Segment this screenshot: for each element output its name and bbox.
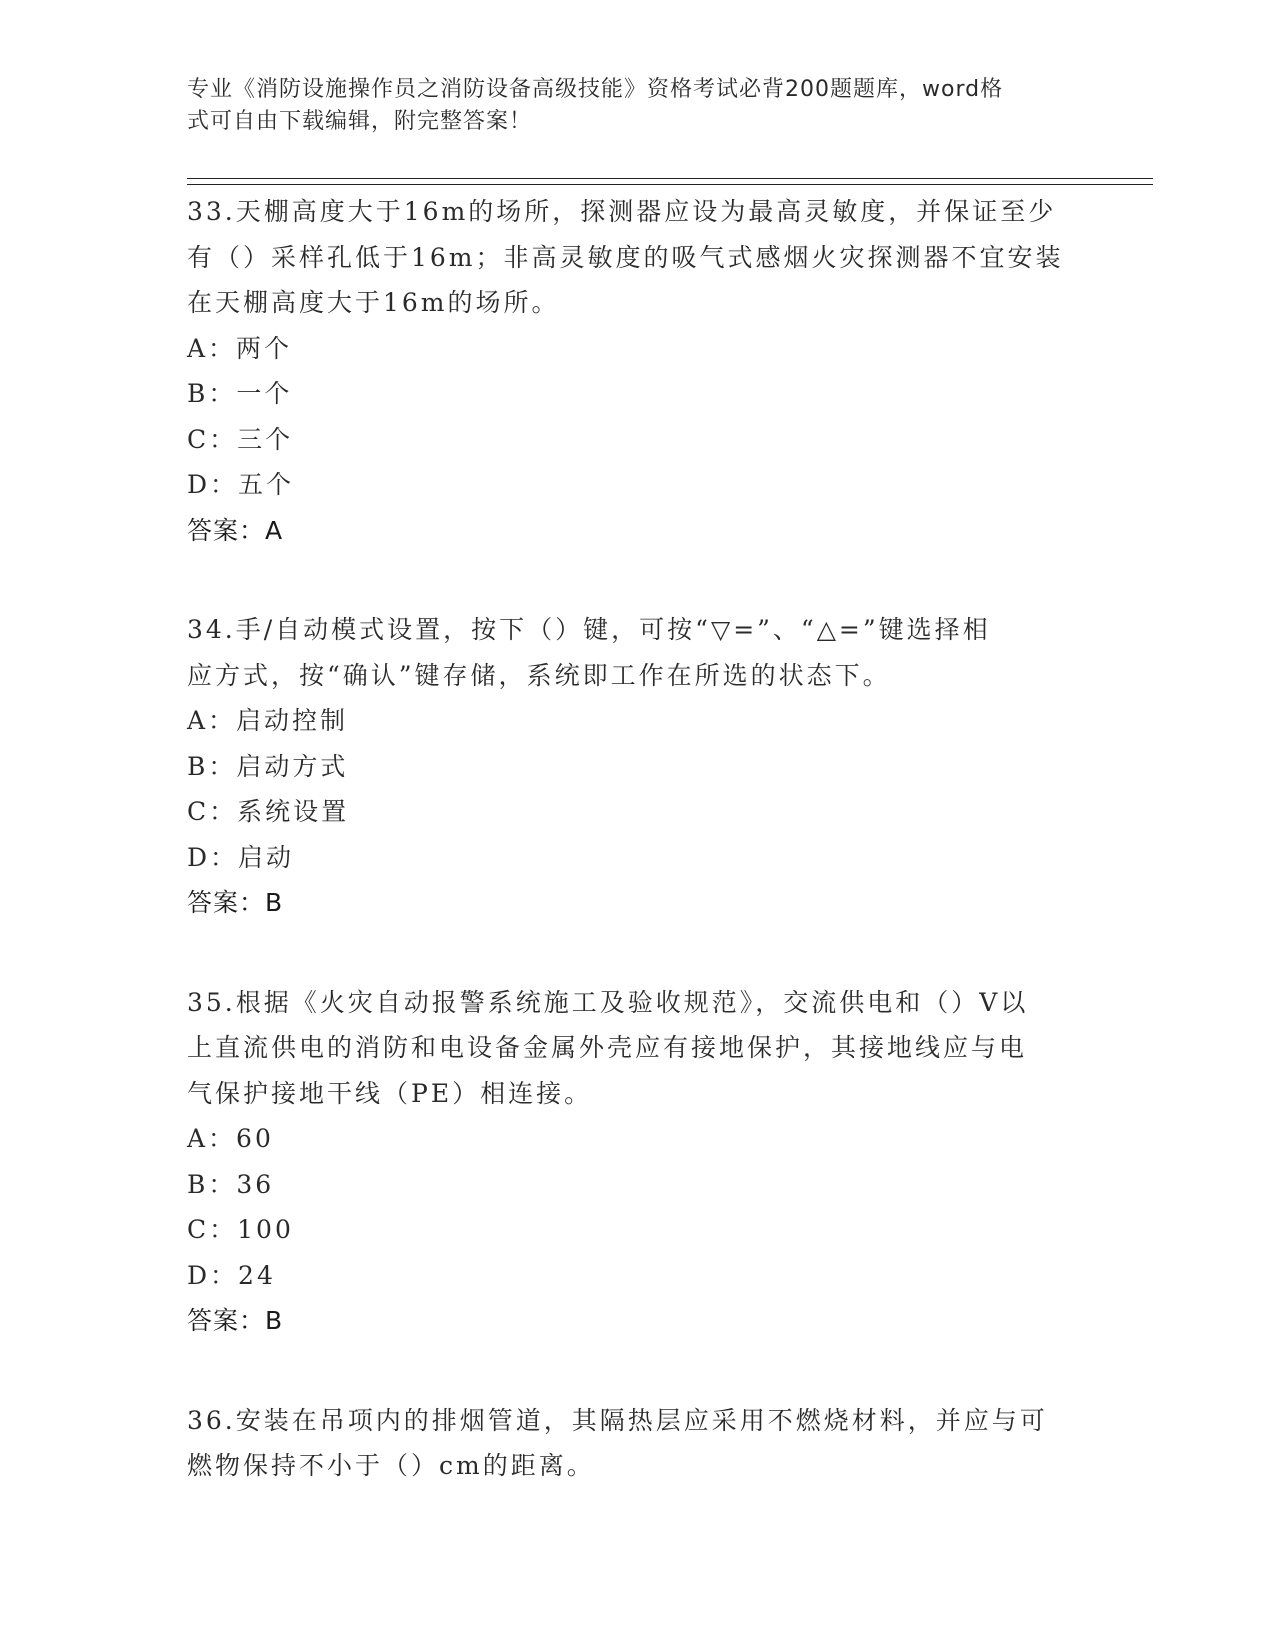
header-divider-top bbox=[187, 178, 1153, 179]
question-35 bbox=[187, 980, 1087, 1344]
option-a: A：两个 bbox=[187, 333, 293, 363]
question-text-line: 有（）采样孔低于16m；非高灵敏度的吸气式感烟火灾探测器不宜安装 bbox=[187, 242, 1064, 272]
option-d: D：五个 bbox=[187, 470, 295, 499]
question-34 bbox=[187, 607, 1087, 926]
option-b: B：36 bbox=[187, 1169, 275, 1199]
question-36 bbox=[187, 1398, 1087, 1489]
option-c: C：100 bbox=[187, 1215, 294, 1244]
question-text-line: 36.安装在吊项内的排烟管道，其隔热层应采用不燃烧材料，并应与可 bbox=[187, 1405, 1048, 1435]
question-33 bbox=[187, 189, 1087, 553]
header-divider-bottom bbox=[187, 184, 1153, 185]
page-header bbox=[187, 74, 1087, 138]
question-text-line: 上直流供电的消防和电设备金属外壳应有接地保护，其接地线应与电 bbox=[187, 1033, 1028, 1062]
option-c: C：三个 bbox=[187, 424, 294, 454]
answer-label: 答案：A bbox=[187, 515, 284, 545]
question-text-line: 34.手/自动模式设置，按下（）键，可按“▽=”、“△=”键选择相 bbox=[187, 615, 991, 644]
question-text-line: 在天棚高度大于16m的场所。 bbox=[187, 288, 560, 317]
option-b: B：启动方式 bbox=[187, 751, 349, 781]
option-a: A：60 bbox=[187, 1124, 274, 1153]
question-text-line: 燃物保持不小于（）cm的距离。 bbox=[187, 1451, 595, 1480]
option-b: B：一个 bbox=[187, 379, 293, 408]
answer-label: 答案：B bbox=[187, 1306, 284, 1335]
answer-label: 答案：B bbox=[187, 888, 284, 917]
option-a: A：启动控制 bbox=[187, 706, 349, 735]
question-text-line: 33.天棚高度大于16m的场所，探测器应设为最高灵敏度，并保证至少 bbox=[187, 197, 1057, 226]
question-text-line: 应方式，按“确认”键存储，系统即工作在所选的状态下。 bbox=[187, 660, 891, 690]
header-line-1: 专业《消防设施操作员之消防设备高级技能》资格考试必背200题题库，word格 bbox=[187, 77, 1004, 102]
question-text-line: 35.根据《火灾自动报警系统施工及验收规范》，交流供电和（）V以 bbox=[187, 987, 1029, 1017]
option-c: C：系统设置 bbox=[187, 797, 350, 826]
question-text-line: 气保护接地干线（PE）相连接。 bbox=[187, 1078, 593, 1108]
header-line-2: 式可自由下载编辑，附完整答案！ bbox=[187, 109, 533, 134]
option-d: D：启动 bbox=[187, 842, 295, 872]
option-d: D：24 bbox=[187, 1260, 276, 1290]
question-list bbox=[187, 189, 1087, 1543]
